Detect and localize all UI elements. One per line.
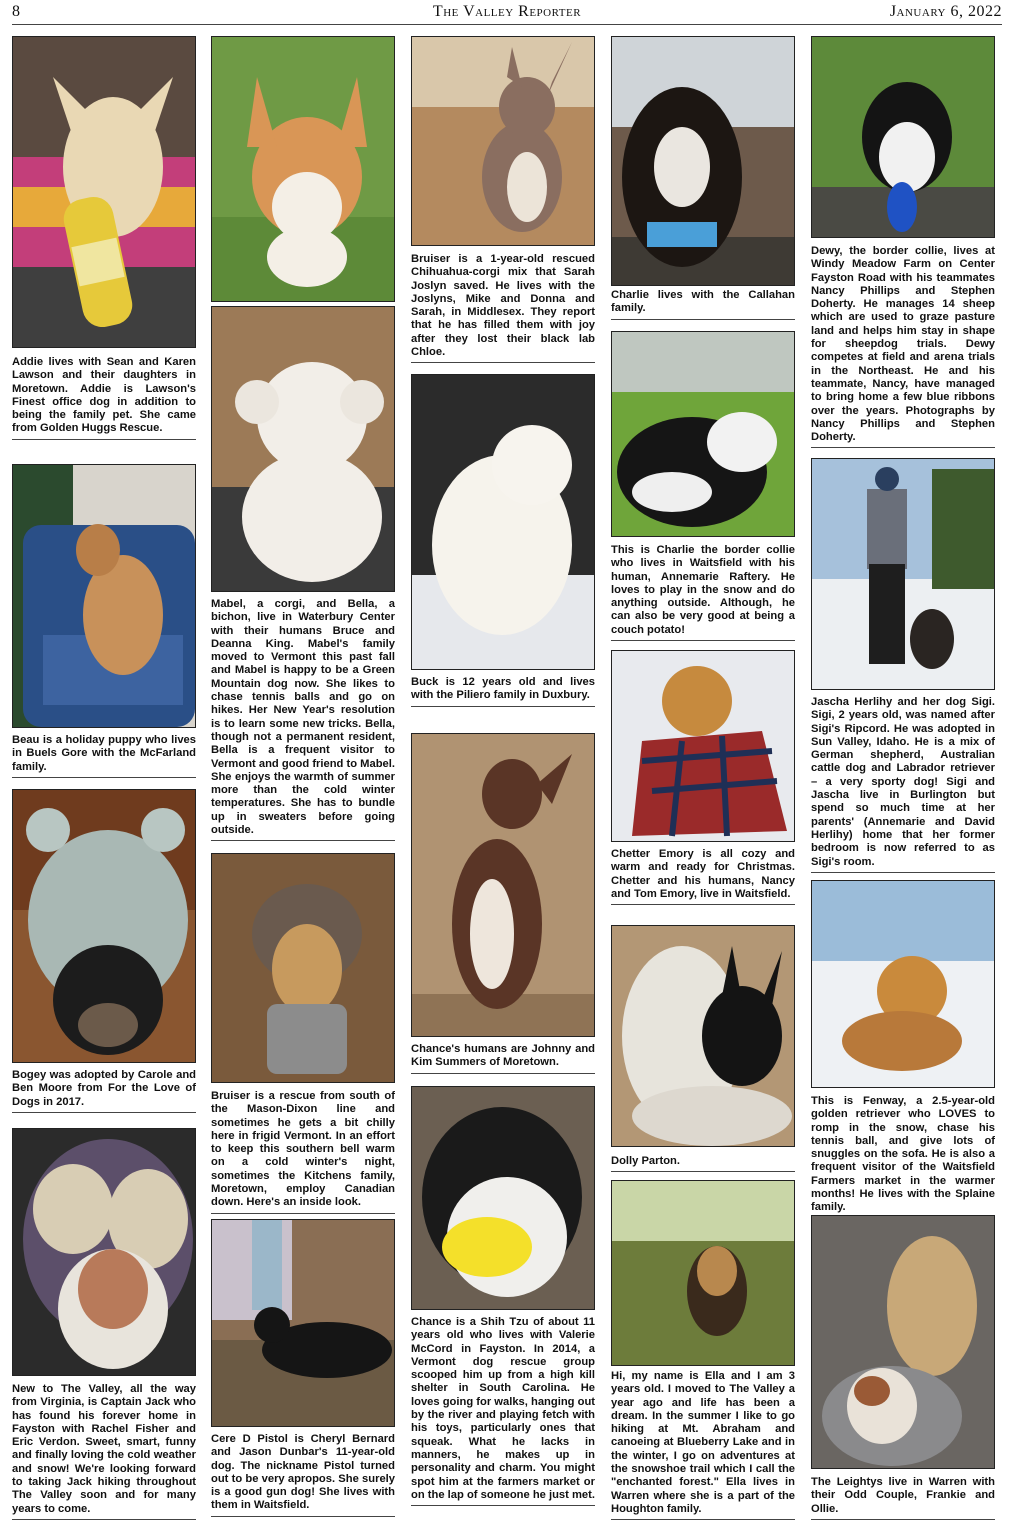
caption-dolly: Dolly Parton. xyxy=(611,1155,795,1172)
caption-buck: Buck is 12 years old and lives with the Piliero family in Duxbury. xyxy=(411,676,595,707)
photo-bogey xyxy=(12,789,196,1063)
caption-chetter: Chetter Emory is all cozy and warm and ready for Christmas. Chetter and his humans, Nancy and Tom Emory, live in Waitsfield. xyxy=(611,848,795,905)
caption-captain-jack: New to The Valley, all the way from Virginia, is Captain Jack who has found his forever home in Fayston with Rachel Fisher and Eric Verdon. Sweet, smart, funny and finally loving the cold weather and snow! We're looking forward to taking Jack hiking throughout The Valley soon and for many years to come. xyxy=(12,1383,196,1520)
photo-beau xyxy=(12,464,196,728)
photo-bruiser-chihuahua xyxy=(411,36,595,246)
photo-captain-jack xyxy=(12,1128,196,1376)
caption-beau: Beau is a holiday puppy who lives in Buels Gore with the McFarland family. xyxy=(12,734,196,778)
photo-bruiser-rescue xyxy=(211,853,395,1083)
issue-date: January 6, 2022 xyxy=(889,3,1002,20)
caption-chance-shihtzu: Chance is a Shih Tzu of about 11 years old who lives with Valerie McCord in Fayston. In 2014, a Vermont dog rescue group scooped him up from a high kill shelter in South Carolina. He loves going for walks, hanging out by the river and playing fetch with his toys, particularly ones that squeak. What he lacks in manners, he makes up in personality and charm. You might spot him at the farmers market or on the lap of someone he just met. xyxy=(411,1316,595,1506)
newspaper-name: The Valley Reporter xyxy=(432,3,582,20)
photo-charlie-cavalier xyxy=(611,36,795,286)
photo-dolly-parton xyxy=(611,925,795,1147)
photo-addie xyxy=(12,36,196,348)
caption-dewy: Dewy, the border collie, lives at Windy Meadow Farm on Center Fayston Road with his teammates Nancy Phillips and Stephen Doherty. He manages 14 sheep which are used to graze pasture land and helps him stay in shape for sheepdog trials. Dewy competes at field and arena trials in the Northeast. He and his teammate, Nancy, have managed to bring home a few blue ribbons over the years. Photographs by Nancy Phillips and Stephen Doherty. xyxy=(811,245,995,448)
photo-cere-d-pistol xyxy=(211,1219,395,1427)
caption-chance-johnny: Chance's humans are Johnny and Kim Summers of Moretown. xyxy=(411,1043,595,1074)
caption-mabel-bella: Mabel, a corgi, and Bella, a bichon, live in Waterbury Center with their humans Bruce and Deanna King. Mabel's family moved to Vermont this past fall and Mabel is happy to be a Green Mountain dog now. She likes to chase tennis balls and go on hikes. Her New Year's resolution is to learn some new tricks. Bella, though not a permanent resident, Bella is a frequent visitor to Vermont and good friend to Mabel. She enjoys the warmth of summer more than the cold winter temperatures. She has to bundle up in sweaters before going outside. xyxy=(211,598,395,841)
photo-chetter xyxy=(611,650,795,842)
photo-charlie-border-collie xyxy=(611,331,795,537)
caption-fenway: This is Fenway, a 2.5-year-old golden retriever who LOVES to romp in the snow, chase his tennis ball, and give lots of snuggles on the sofa. He is also a frequent visitor of the Waitsfield Farmers market in the warmer months! He lives with the Splaine family. xyxy=(811,1095,995,1219)
caption-charlie-border-collie: This is Charlie the border collie who lives in Waitsfield with his human, Annemarie Raftery. He loves to play in the snow and do anything outside. Although, he can also be very good at being a couch potato! xyxy=(611,544,795,641)
photo-bella-bichon xyxy=(211,306,395,592)
photo-buck xyxy=(411,374,595,670)
caption-bruiser-rescue: Bruiser is a rescue from south of the Mason-Dixon line and sometimes he gets a bit chilly here in frigid Vermont. In an effort to keep this southern bell warm on a cold winter's night, sometimes the Kitchens family, Moretown, employ Canadian down. Here's an inside look. xyxy=(211,1090,395,1214)
caption-addie: Addie lives with Sean and Karen Lawson and their daughters in Moretown. Addie is Lawson's Finest office dog in addition to being the family pet. She came from Golden Huggs Rescue. xyxy=(12,356,196,440)
caption-leightys: The Leightys live in Warren with their Odd Couple, Frankie and Ollie. xyxy=(811,1476,995,1520)
photo-chance-johnny xyxy=(411,733,595,1037)
caption-bogey: Bogey was adopted by Carole and Ben Moore from For the Love of Dogs in 2017. xyxy=(12,1069,196,1113)
caption-cere-d: Cere D Pistol is Cheryl Bernard and Jason Dunbar's 11-year-old dog. The nickname Pistol turned out to be very apropos. She surely is a good gun dog! She lives with them in Waitsfield. xyxy=(211,1433,395,1517)
caption-jascha-sigi: Jascha Herlihy and her dog Sigi. Sigi, 2 years old, was named after Sigi's Ripcord. He was adopted in Sun Valley, Idaho. He is a mix of German shepherd, Australian cattle dog and Labrador retriever – a very sporty dog! Sigi and Jascha live in Burlington but spend so much time at her parents' (Annemarie and David Herlihy) home that her former bedroom is now referred to as Sigi's room. xyxy=(811,696,995,873)
caption-charlie-cavalier: Charlie lives with the Callahan family. xyxy=(611,289,795,320)
photo-jascha-sigi xyxy=(811,458,995,690)
photo-ella xyxy=(611,1180,795,1366)
photo-fenway xyxy=(811,880,995,1088)
page-number: 8 xyxy=(12,3,20,20)
caption-bruiser-chihuahua: Bruiser is a 1-year-old rescued Chihuahua-corgi mix that Sarah Joslyn saved. He lives with the Joslyns, Mike and Donna and Sarah, in Middlesex. They report that he has filled them with joy after they lost their black lab Chloe. xyxy=(411,253,595,363)
photo-leightys xyxy=(811,1215,995,1469)
photo-dewy xyxy=(811,36,995,238)
photo-mabel-corgi xyxy=(211,36,395,302)
photo-chance-shihtzu xyxy=(411,1086,595,1310)
caption-ella: Hi, my name is Ella and I am 3 years old. I moved to The Valley a year ago and life has been a dream. In the summer I like to go hiking at Mt. Abraham and canoeing at Blueberry Lake and in the winter, I go on adventures at the snowshoe trail which I call the "enchanted forest." Ella lives in Warren where she is a part of the Houghton family. xyxy=(611,1370,795,1520)
page-header xyxy=(12,0,1002,25)
